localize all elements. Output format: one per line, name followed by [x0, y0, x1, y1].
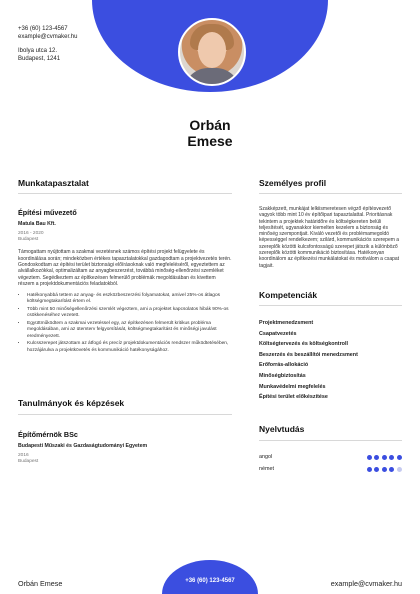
languages-section-title: Nyelvtudás [259, 424, 305, 434]
profile-text: Szakképzett, munkájat lelkiismeretesen végző építésvezető vagyok több mint 10 év építőipari tapasztalattal. Prioritásnak tekintem a projektek határidőre és költségkereten belüli teljesítését, ugyanakkor kiemelten kezelem a biztonság és minőség szempontjait. Kiváló vezetői és problémamegoldó képességgel rendelkezem; szilárd, kommunikációs szerepem a szereplők közötti kulcsfontosságú szerepet játszik a különböző szereplők közötti kommunikáció biztosítása. Hatékonyan koordinálom az építkezési munkálatokat és motiválom a csapat tagjait. [259, 206, 400, 269]
photo-face [198, 32, 226, 68]
footer-phone: +36 (60) 123-4567 [185, 578, 235, 584]
language-level [364, 455, 402, 462]
education-rule [18, 414, 232, 415]
job-title: Építési művezető [18, 208, 77, 217]
education-section-title: Tanulmányok és képzések [18, 398, 125, 408]
achievement-item: • Hatékonyabbá tettem az anyag- és eszközbeszerzési folyamatokat, amivel 25%-os átlagos költségmegtakarítást értem el. [27, 293, 232, 305]
school-name: Budapesti Műszaki és Gazdaságtudományi Egyetem [18, 443, 148, 449]
skill-item: Építési terület előkészítése [259, 394, 328, 401]
skill-item: Munkavédelmi megfelelés [259, 383, 326, 390]
skills-section-title: Kompetenciák [259, 290, 318, 300]
skill-item: Költségtervezés és költségkontroll [259, 341, 348, 348]
level-dot-filled [367, 467, 372, 472]
level-dot-filled [367, 455, 372, 460]
language-row [259, 466, 402, 474]
language-name: német [259, 466, 274, 472]
achievement-item: • Kulcsszerepet játszottam az átfogó és precíz projektdokumentációs rendszer működtetésében, hozzájárulva a projektkövetés és kommunikáció hatékonyságához. [27, 341, 232, 353]
contact-city: Budapest, 1241 [18, 55, 61, 62]
level-dot-filled [389, 455, 394, 460]
last-name: Emese [187, 133, 233, 149]
profile-photo [178, 18, 246, 86]
skill-item: Csapatvezetés [259, 330, 297, 337]
job-achievements [18, 293, 232, 354]
language-level [364, 467, 402, 474]
work-section-title: Munkatapasztalat [18, 178, 89, 188]
profile-section-title: Személyes profil [259, 178, 327, 188]
level-dot-filled [397, 455, 402, 460]
languages-rule [259, 440, 402, 441]
profile-rule [259, 193, 402, 194]
photo-shoulders [184, 68, 240, 86]
job-description: Támogattam nyújtottam a szakmai vezetésnek számos építési projekt felügyelete és koordinálása során; mindeközben értékes tapasztalatokkal gazdagodtam a projektvezetés terén. Gondoskodtam az építési terület biztonsági előírásoknak való megfeleléséről, egyeztettem az alvállalkozókkal, optimalizáltam az anyagbeszerzést, továbbá minőség-ellenőrzési szemléket végeztem. Segédkeztem az építkezésen felmerülő problémák megoldásában és kivettem részem a projektdokumentációs feladatokból. [18, 249, 232, 287]
education-location: Budapest [18, 459, 39, 465]
footer-name: Orbán Emese [18, 579, 63, 588]
level-dot-empty [397, 467, 402, 472]
level-dot-filled [382, 467, 387, 472]
work-entry [18, 208, 232, 355]
skill-item: Minőségbiztosítás [259, 372, 306, 379]
language-row [259, 454, 402, 462]
footer-email: example@cvmaker.hu [330, 579, 402, 588]
company-name: Matula Bau Kft. [18, 221, 56, 227]
job-dates: 2016 - 2020 [18, 231, 44, 236]
skills-rule [259, 305, 402, 306]
skill-item: Projektmenedzsment [259, 320, 314, 326]
level-dot-filled [382, 455, 387, 460]
level-dot-filled [389, 467, 394, 472]
education-year: 2016 [18, 453, 29, 458]
level-dot-filled [374, 455, 379, 460]
education-entry [18, 430, 232, 465]
job-location: Budapest [18, 237, 39, 243]
first-name: Orbán [189, 117, 231, 133]
skill-item: Beszerzés és beszállítói menedzsment [259, 351, 358, 358]
skills-list [259, 318, 402, 403]
achievement-item: • Több mint 50 minőségellenőrzési szemlét végeztem, ami a projektet kapcsolatos hibák 90%-os csökkenéséhez vezetett. [27, 307, 232, 319]
degree-title: Építőmérnök BSc [18, 430, 78, 439]
level-dot-filled [374, 467, 379, 472]
contact-street: Ibolya utca 12. [18, 48, 58, 55]
contact-block [18, 26, 77, 63]
person-name [0, 117, 420, 149]
contact-email: example@cvmaker.hu [18, 33, 78, 40]
language-name: angol [259, 454, 273, 460]
achievement-item: • Együttműködtem a szakmai vezetéssel egy, az építkezésen felmerült kritikus probléma megoldásában, ami az ütemterv felgyorsítását, költségmegtakarítást és minőségi javulást eredményezett. [27, 321, 232, 340]
footer-shape [162, 560, 258, 594]
work-rule [18, 193, 232, 194]
contact-phone: +36 (60) 123-4567 [18, 26, 68, 32]
skill-item: Erőforrás-allokáció [259, 362, 309, 369]
